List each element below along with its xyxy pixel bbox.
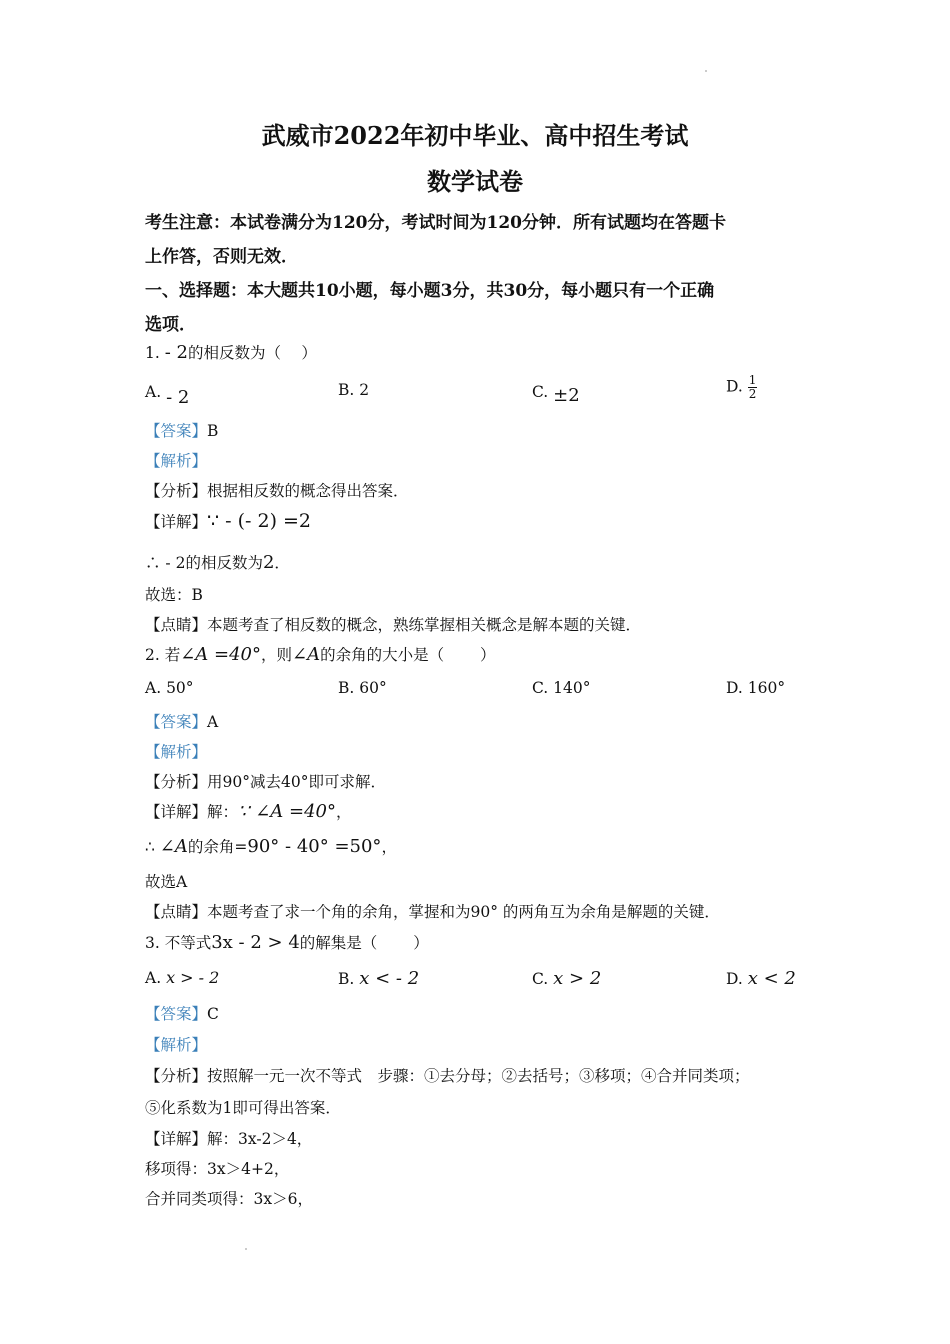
- q1-answer: 【答案】B: [145, 422, 219, 440]
- q2-option-d: D. 160°: [726, 679, 786, 697]
- q3-stem: 3. 不等式3x - 2 > 4的解集是（ ）: [145, 932, 429, 953]
- exam-title: 武威市2022年初中毕业、高中招生考试: [261, 121, 689, 150]
- q1-stem: 1. - 2的相反数为（ ）: [145, 342, 317, 363]
- q1-xiangjie: 【详解】∵ - (- 2) =2: [145, 510, 312, 532]
- q3-option-b: B. x < - 2: [338, 968, 420, 989]
- scan-dot: [705, 70, 707, 72]
- q3-fenxi-1: 【分析】按照解一元一次不等式 步骤：①去分母；②去括号；③移项；④合并同类项；: [145, 1067, 750, 1085]
- q2-option-a: A. 50°: [145, 679, 194, 697]
- q2-option-b: B. 60°: [338, 679, 387, 697]
- q2-xiangjie: 【详解】解：∵ ∠A =40°，: [145, 801, 352, 822]
- q1-option-d: D. $\frac{1}{2}$: [726, 373, 757, 401]
- q1-analysis-tag: 【解析】: [145, 452, 208, 470]
- q1-choice: 故选：B: [145, 586, 203, 604]
- q2-complement: ∴ ∠A的余角=90° - 40° =50°，: [145, 836, 397, 857]
- q2-dianjing: 【点睛】本题考查了求一个角的余角，掌握和为90° 的两角互为余角是解题的关键．: [145, 903, 720, 921]
- q3-step-1: 移项得：3x＞4+2，: [145, 1160, 290, 1178]
- q2-analysis-tag: 【解析】: [145, 743, 208, 761]
- scan-dot: [245, 1248, 247, 1250]
- q3-option-c: C. x > 2: [532, 968, 602, 989]
- notice-line-1: 考生注意：本试卷满分为120分，考试时间为120分钟．所有试题均在答题卡: [145, 213, 726, 233]
- q1-option-b: B. 2: [338, 381, 370, 399]
- q3-answer: 【答案】C: [145, 1005, 219, 1023]
- exam-subtitle: 数学试卷: [427, 167, 523, 196]
- q3-fenxi-2: ⑤化系数为1即可得出答案．: [145, 1099, 341, 1117]
- q1-stem-math: - 2: [164, 342, 188, 363]
- q2-fenxi: 【分析】用90°减去40°即可求解．: [145, 773, 386, 791]
- section-line-2: 选项．: [145, 315, 196, 335]
- notice-line-2: 上作答，否则无效．: [145, 247, 298, 267]
- q3-step-2: 合并同类项得：3x＞6，: [145, 1190, 313, 1208]
- q3-option-d: D. x < 2: [726, 968, 796, 989]
- q2-choice: 故选A: [145, 873, 188, 891]
- q1-fenxi: 【分析】根据相反数的概念得出答案．: [145, 482, 409, 500]
- fraction: $\frac{1}{2}$: [748, 373, 757, 401]
- q1-option-a: A. - 2: [145, 383, 190, 408]
- q1-therefore: ∴ - 2的相反数为2．: [145, 552, 290, 573]
- q2-answer: 【答案】A: [145, 713, 219, 731]
- q2-option-c: C. 140°: [532, 679, 591, 697]
- q3-option-a: A. x > - 2: [145, 968, 220, 987]
- q3-analysis-tag: 【解析】: [145, 1036, 208, 1054]
- q3-xiangjie: 【详解】解：3x-2＞4，: [145, 1130, 313, 1148]
- q1-dianjing: 【点睛】本题考查了相反数的概念，熟练掌握相关概念是解本题的关键．: [145, 616, 642, 634]
- section-line-1: 一、选择题：本大题共10小题，每小题3分，共30分，每小题只有一个正确: [145, 281, 715, 301]
- q2-stem: 2. 若∠A =40°，则∠A的余角的大小是（ ）: [145, 644, 496, 665]
- q1-option-c: C. ±2: [532, 383, 580, 406]
